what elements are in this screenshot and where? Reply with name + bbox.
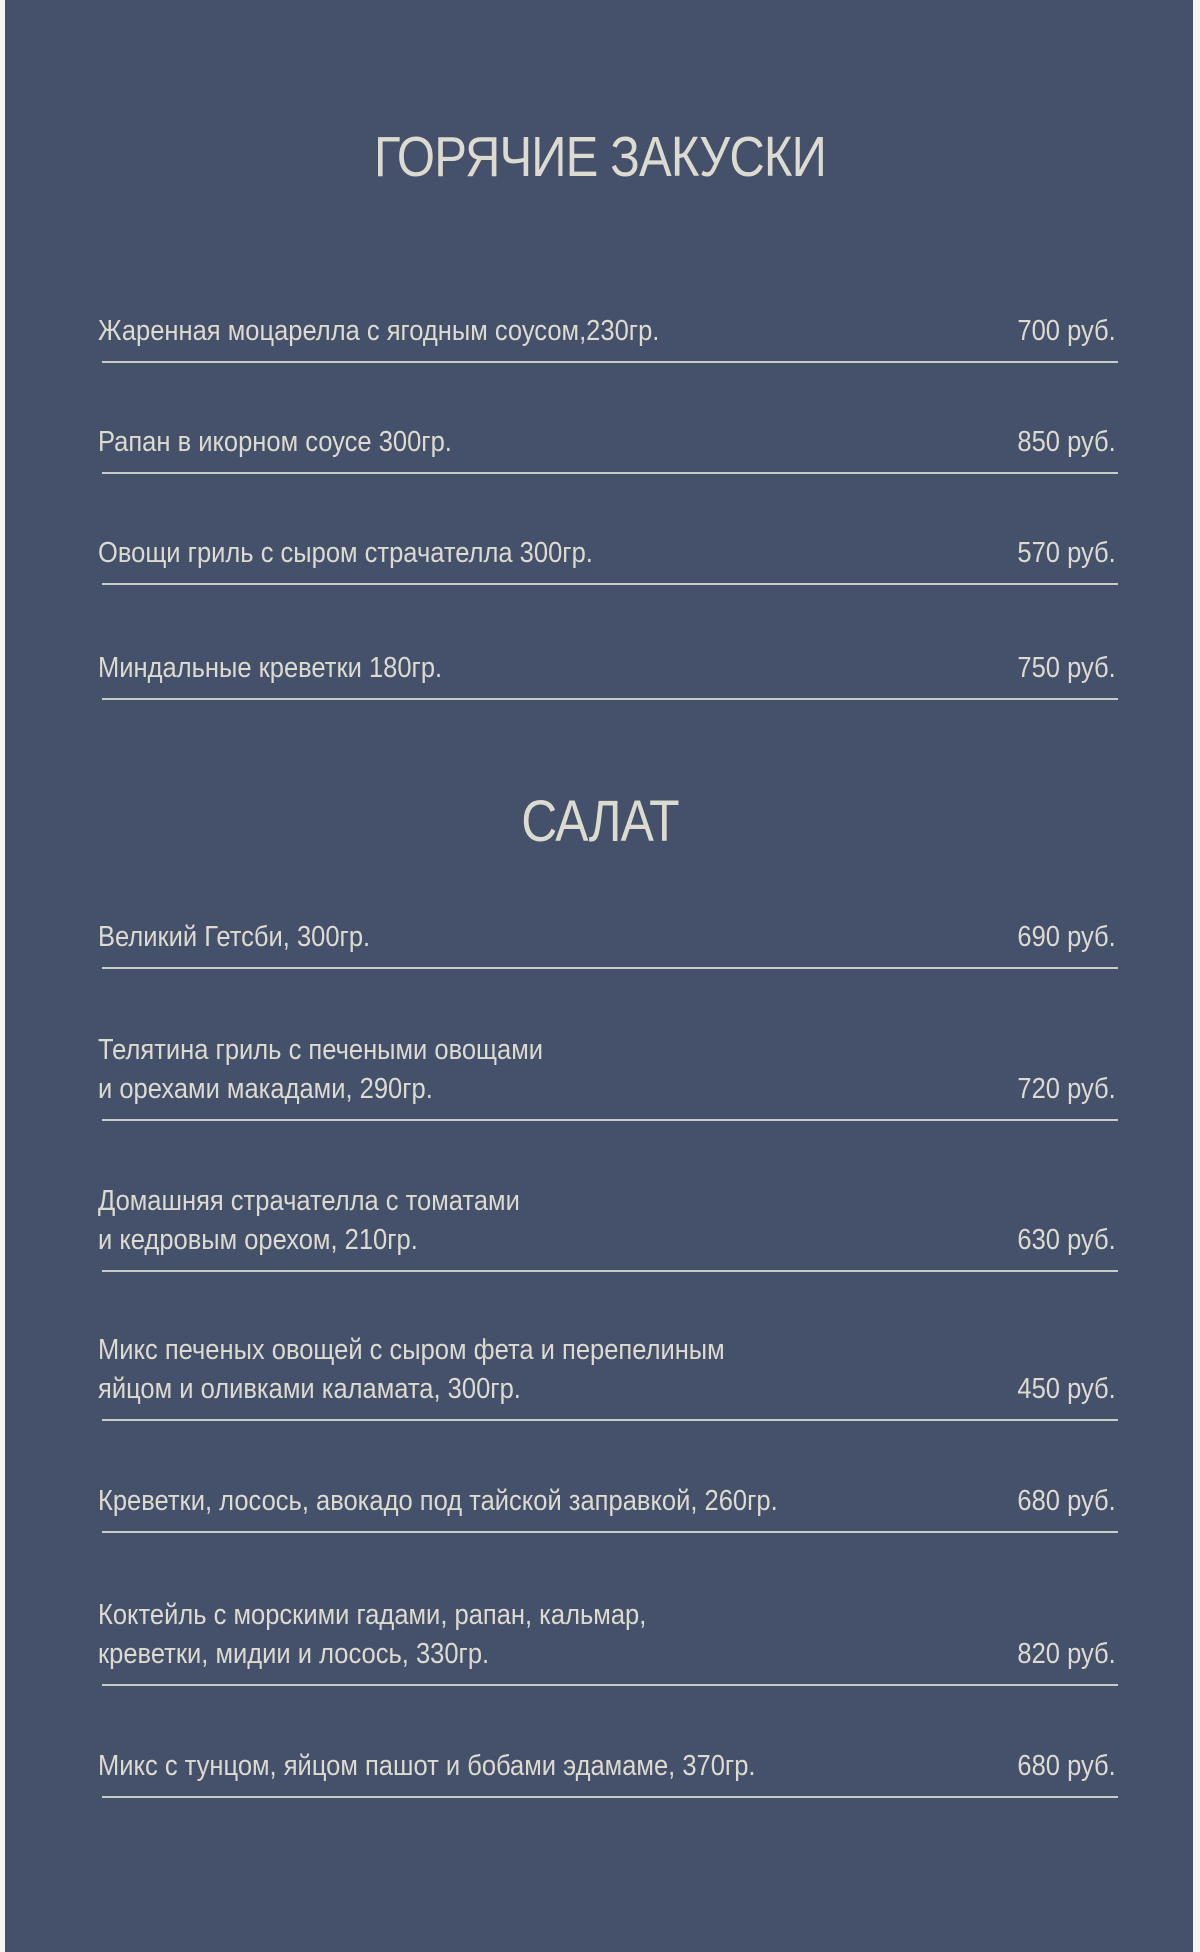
item-name: Рапан в икорном соусе 300гр. — [98, 426, 452, 458]
divider — [102, 361, 1118, 363]
divider — [102, 1119, 1118, 1121]
section-title-hot-appetizers: ГОРЯЧИЕ ЗАКУСКИ — [373, 125, 827, 189]
item-name: Микс с тунцом, яйцом пашот и бобами эдамаме, 370гр. — [98, 1750, 756, 1782]
item-name: Коктейль с морскими гадами, рапан, кальмар, креветки, мидии и лосось, 330гр. — [98, 1599, 647, 1670]
divider — [102, 1270, 1118, 1272]
item-price: 570 руб. — [1017, 537, 1116, 569]
item-name: Жаренная моцарелла с ягодным соусом,230гр. — [98, 315, 660, 347]
item-price: 680 руб. — [1017, 1750, 1116, 1782]
menu-item — [98, 1480, 1118, 1533]
item-price: 700 руб. — [1017, 315, 1116, 347]
section-title-salad: САЛАТ — [521, 789, 679, 854]
menu-item — [98, 315, 1118, 363]
item-name: Телятина гриль с печеными овощами и орехами макадами, 290гр. — [98, 1034, 544, 1105]
item-name: Великий Гетсби, 300гр. — [98, 921, 371, 953]
menu-item — [98, 537, 1118, 585]
item-price: 750 руб. — [1017, 652, 1116, 684]
item-name: Миндальные креветки 180гр. — [98, 652, 443, 684]
menu-item — [98, 1330, 1118, 1421]
menu-item — [98, 426, 1118, 474]
divider — [102, 1419, 1118, 1421]
item-price: 720 руб. — [1017, 1073, 1116, 1105]
item-name: Креветки, лосось, авокадо под тайской заправкой, 260гр. — [98, 1485, 778, 1517]
divider — [102, 1531, 1118, 1533]
menu-item — [98, 1740, 1118, 1798]
item-price: 680 руб. — [1017, 1485, 1116, 1517]
divider — [102, 1684, 1118, 1686]
menu-item — [98, 1030, 1118, 1121]
divider — [102, 583, 1118, 585]
menu-item — [98, 920, 1118, 969]
item-price: 820 руб. — [1017, 1638, 1116, 1670]
item-name: Микс печеных овощей с сыром фета и перепелиным яйцом и оливками каламата, 300гр. — [98, 1334, 725, 1405]
menu-item — [98, 650, 1118, 700]
divider — [102, 1796, 1118, 1798]
menu-item — [98, 1180, 1118, 1272]
item-price: 690 руб. — [1017, 921, 1116, 953]
menu-item — [98, 1590, 1118, 1686]
item-name: Овощи гриль с сыром страчателла 300гр. — [98, 537, 593, 569]
item-name: Домашняя страчателла с томатами и кедровым орехом, 210гр. — [98, 1185, 520, 1256]
divider — [102, 698, 1118, 700]
item-price: 450 руб. — [1017, 1373, 1116, 1405]
divider — [102, 967, 1118, 969]
divider — [102, 472, 1118, 474]
item-price: 850 руб. — [1017, 426, 1116, 458]
item-price: 630 руб. — [1017, 1224, 1116, 1256]
